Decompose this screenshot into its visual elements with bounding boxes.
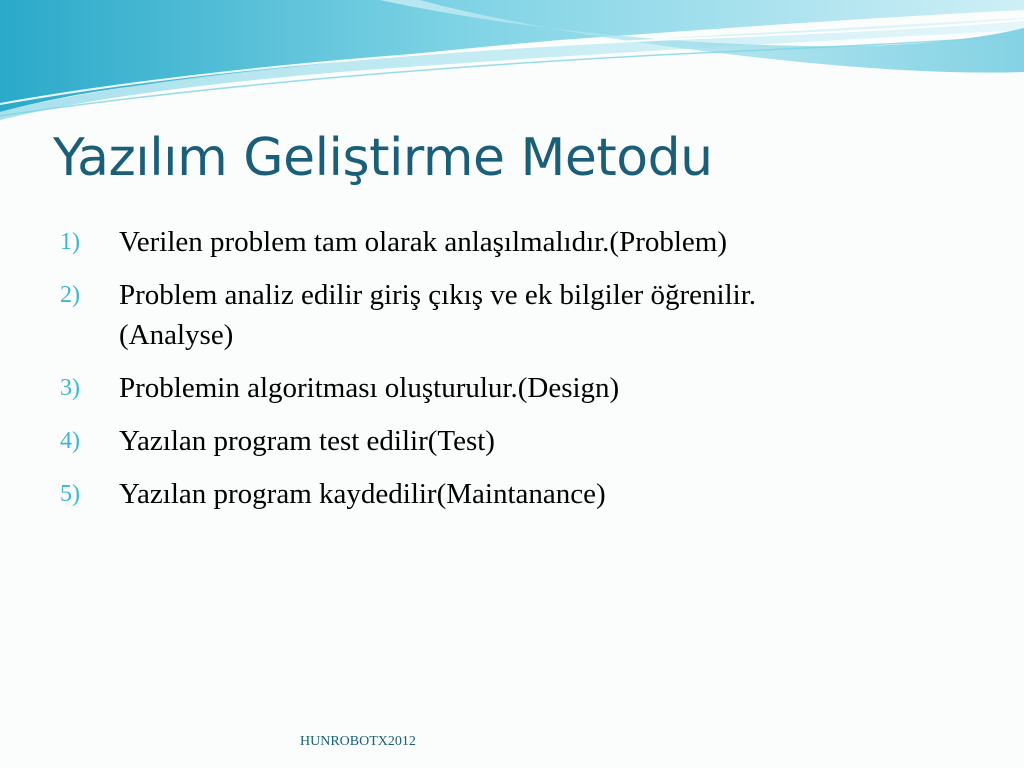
list-item-number: 5) [60,481,80,507]
slide-title: Yazılım Geliştirme Metodu [53,128,713,188]
wave-header-decoration [0,0,1024,120]
list-item-number: 3) [60,375,80,401]
list-item [60,474,960,514]
list-item-text: Yazılan program kaydedilir(Maintanance) [119,478,606,510]
list-item-text: Problemin algoritması oluşturulur.(Design) [119,372,620,404]
list-item [60,275,960,355]
list-item-text: Verilen problem tam olarak anlaşılmalıdır.(Problem) [119,226,728,258]
list-item [60,421,960,461]
slide-footer: HUNROBOTX2012 [300,734,416,749]
list-item-number: 4) [60,428,80,454]
list-item-text: Problem analiz edilir giriş çıkış ve ek bilgiler öğrenilir.(Analyse) [119,279,757,351]
list-item-number: 2) [60,282,80,308]
list-item [60,368,960,408]
list-item-number: 1) [60,229,80,255]
list-item-text: Yazılan program test edilir(Test) [119,425,495,457]
list-item [60,222,960,262]
numbered-list [60,222,960,527]
